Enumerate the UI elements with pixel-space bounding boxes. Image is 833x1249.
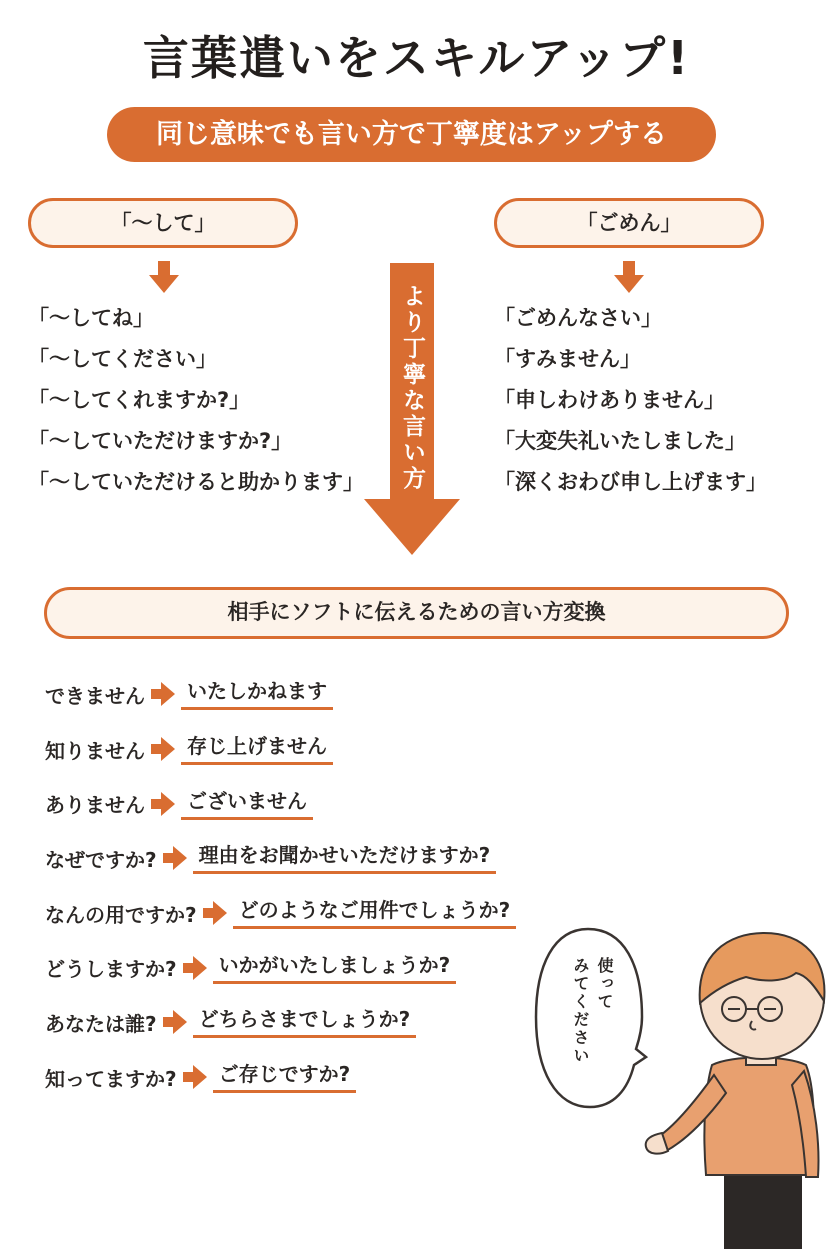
conversion-from: ありません xyxy=(45,793,145,818)
conversion-from: あなたは誰? xyxy=(45,1011,157,1036)
conversion-from: 知りません xyxy=(45,738,145,763)
list-item: 「ごめんなさい」 xyxy=(494,306,662,330)
main-banner: 同じ意味でも言い方で丁寧度はアップする xyxy=(107,107,716,162)
conversion-to: 存じ上げません xyxy=(181,733,333,765)
conversion-to: ございません xyxy=(181,788,313,820)
conversion-from: 知ってますか? xyxy=(45,1066,177,1091)
conversion-to: いかがいたしましょうか? xyxy=(213,952,457,984)
conversion-to: 理由をお聞かせいただけますか? xyxy=(193,842,497,874)
conversion-to: どのようなご用件でしょうか? xyxy=(233,897,517,929)
right-arrow-icon xyxy=(151,737,175,761)
list-item: 「申しわけありません」 xyxy=(494,388,725,412)
right-down-arrow-icon xyxy=(614,261,644,293)
list-item: 「すみません」 xyxy=(494,347,641,371)
conversion-from: できません xyxy=(45,683,145,708)
right-arrow-icon xyxy=(163,846,187,870)
left-heading: 「～して」 xyxy=(110,211,216,235)
conversion-from: なんの用ですか? xyxy=(45,902,197,927)
arrow-label: より丁寧な言い方 xyxy=(399,284,425,492)
conversion-to: どちらさまでしょうか? xyxy=(193,1006,417,1038)
conversion-row xyxy=(45,776,516,831)
conversion-from: なぜですか? xyxy=(45,847,157,872)
list-item: 「～していただけますか?」 xyxy=(28,429,293,453)
right-arrow-icon xyxy=(203,901,227,925)
conversion-row xyxy=(45,722,516,777)
conversion-row xyxy=(45,940,516,995)
person-illustration-icon xyxy=(636,925,833,1249)
right-phrase-list xyxy=(494,298,767,503)
page-title: 言葉遣いをスキルアップ! xyxy=(142,31,691,85)
conversion-row xyxy=(45,995,516,1050)
right-arrow-icon xyxy=(183,1065,207,1089)
right-arrow-icon xyxy=(151,682,175,706)
list-item: 「～していただけると助かります」 xyxy=(28,470,364,494)
conversion-row xyxy=(45,1050,516,1105)
list-item: 「～してください」 xyxy=(28,347,217,371)
right-heading: 「ごめん」 xyxy=(576,211,682,235)
conversion-heading-pill xyxy=(44,587,789,639)
right-arrow-icon xyxy=(183,956,207,980)
speech-text: 使って みてください xyxy=(571,957,614,1065)
conversion-to: いたしかねます xyxy=(181,678,333,710)
left-phrase-list xyxy=(28,298,364,503)
conversion-to: ご存じですか? xyxy=(213,1061,357,1093)
left-heading-pill xyxy=(28,198,298,248)
right-arrow-icon xyxy=(163,1010,187,1034)
left-down-arrow-icon xyxy=(149,261,179,293)
right-heading-pill xyxy=(494,198,764,248)
conversion-row xyxy=(45,667,516,722)
right-arrow-icon xyxy=(151,792,175,816)
conversion-row xyxy=(45,831,516,886)
list-item: 「～してね」 xyxy=(28,306,154,330)
conversion-list xyxy=(45,667,516,1105)
conversion-row xyxy=(45,886,516,941)
list-item: 「大変失礼いたしました」 xyxy=(494,429,746,453)
conversion-from: どうしますか? xyxy=(45,957,177,982)
conversion-heading: 相手にソフトに伝えるための言い方変換 xyxy=(227,600,606,624)
list-item: 「～してくれますか?」 xyxy=(28,388,251,412)
list-item: 「深くおわび申し上げます」 xyxy=(494,470,767,494)
